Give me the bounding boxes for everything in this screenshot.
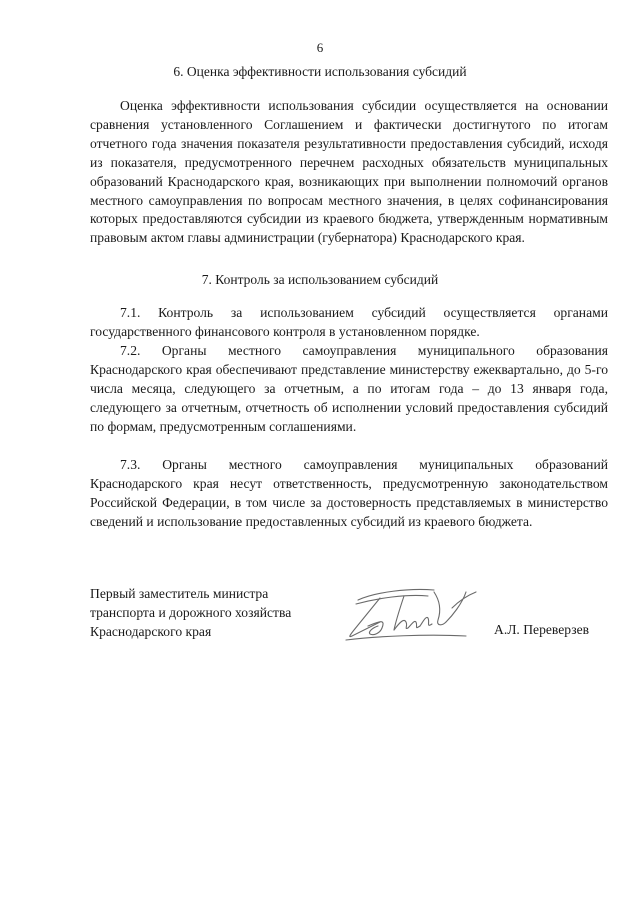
signatory-title — [90, 584, 291, 641]
section-6-heading: 6. Оценка эффективности использования субсидий — [173, 64, 467, 79]
signatory-title-line-3: Краснодарского края — [90, 624, 212, 639]
section-7-2-paragraph: 7.2. Органы местного самоуправления муниципального образования Краснодарского края обеспечивают представление министерству ежеквартально, до 5-го числа месяца, следующего за отчетным, а по итогам года – до 13 января года, следующего за отчетным, отчетность об исполнении условий предоставления субсидий по формам, предусмотренным соглашениями. — [90, 343, 608, 434]
page-number: 6 — [316, 40, 324, 55]
section-7-3-paragraph: 7.3. Органы местного самоуправления муниципальных образований Краснодарского края несут ответственность, предусмотренную законодательством Российской Федерации, в том числе за достоверность представляемых в министерство сведений и использование предоставленных субсидий из краевого бюджета. — [90, 457, 608, 529]
signatory-name: А.Л. Переверзев — [494, 622, 590, 637]
handwritten-signature — [338, 578, 488, 646]
section-7-heading: 7. Контроль за использованием субсидий — [201, 272, 439, 287]
section-7-1-paragraph: 7.1. Контроль за использованием субсидий осуществляется органами государственного финансового контроля в установленном порядке. — [90, 305, 608, 339]
section-6-paragraph: Оценка эффективности использования субсидии осуществляется на основании сравнения установленного Соглашением и фактически достигнутого по итогам отчетного года значения показателя результативности предоставления субсидий, исходя из показателя, предусмотренного перечнем расходных обязательств муниципальных образований Краснодарского края, возникающих при выполнении полномочий органов местного самоуправления по вопросам местного значения, в целях софинансирования которых предоставляются субсидии из краевого бюджета, утвержденным нормативным правовым актом главы администрации (губернатора) Краснодарского края. — [90, 98, 608, 246]
signatory-title-line-2: транспорта и дорожного хозяйства — [90, 605, 292, 620]
signatory-title-line-1: Первый заместитель министра — [90, 586, 269, 601]
